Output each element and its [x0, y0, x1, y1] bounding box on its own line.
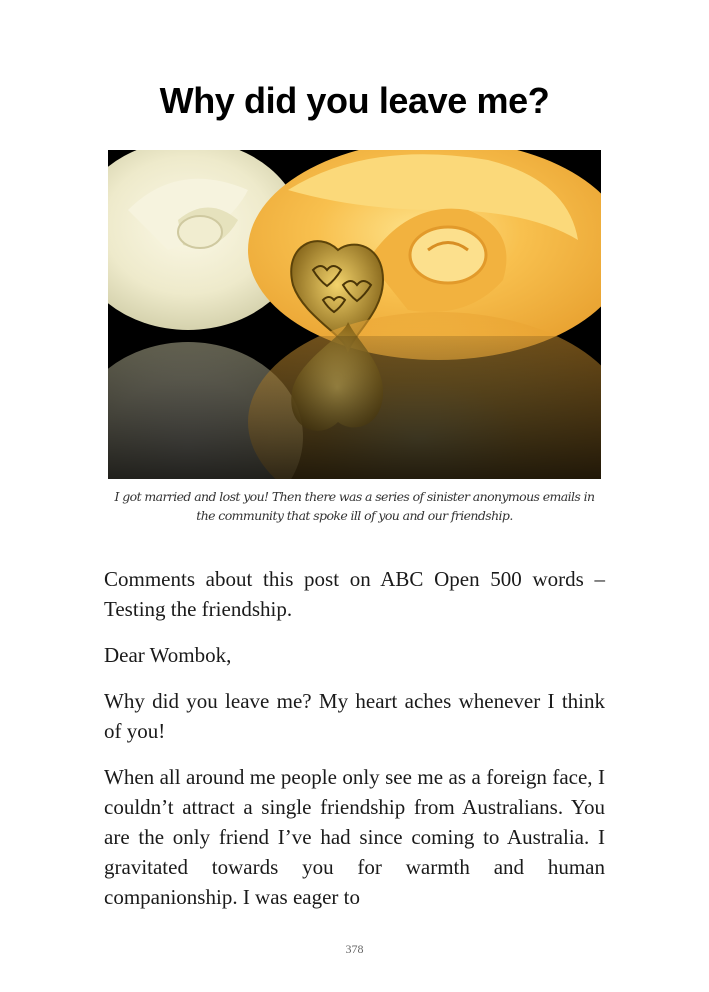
rose-heart-photo [108, 150, 601, 479]
paragraph: Comments about this post on ABC Open 500 words – Testing the friendship. [104, 567, 605, 621]
page-title: Why did you leave me? [159, 80, 550, 121]
rose-heart-illustration [108, 150, 601, 479]
body-text [104, 564, 605, 912]
paragraph: When all around me people only see me as a foreign face, I couldn’t attract a single friendship from Australians. You are the only friend I’ve had since coming to Australia. I gravitated towards you for warmth and human companionship. I was eager to [104, 765, 605, 909]
page-number: 378 [345, 942, 364, 956]
paragraph: Why did you leave me? My heart aches whenever I think of you! [104, 689, 605, 743]
paragraph: Dear Wombok, [104, 643, 232, 667]
image-caption: I got married and lost you! Then there was a series of sinister anonymous emails in the community that spoke ill of you and our friendship. [114, 489, 595, 523]
